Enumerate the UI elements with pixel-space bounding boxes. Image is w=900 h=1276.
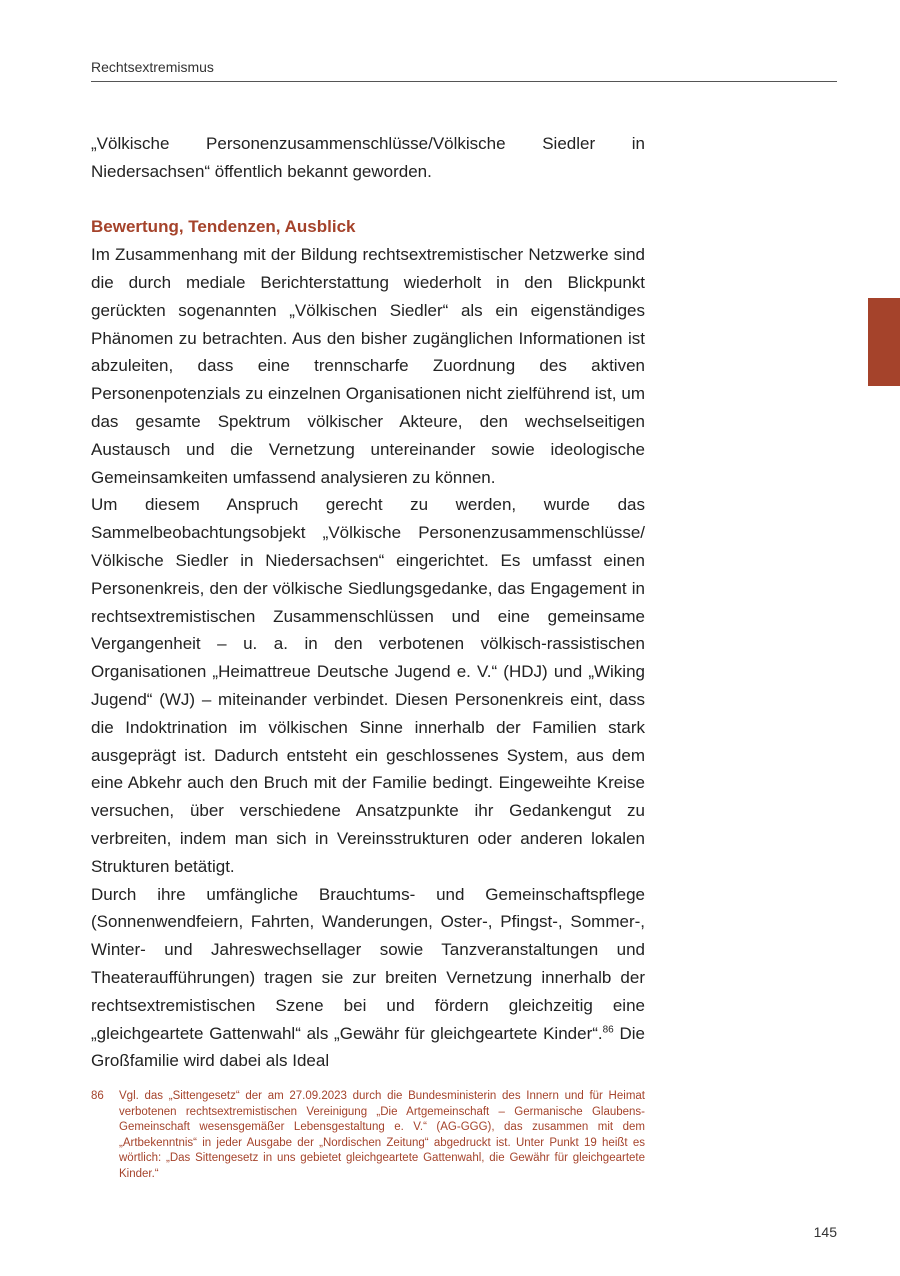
continuation-paragraph: „Völkische Personenzusammenschlüsse/Völkische Siedler in Niedersachsen“ öffentlich bekannt geworden. (91, 134, 645, 181)
footnote-reference[interactable]: 86 (602, 1023, 614, 1035)
chapter-tab-marker (868, 298, 900, 386)
paragraph-1: Im Zusammenhang mit der Bildung rechtsextremistischer Netzwerke sind die durch mediale Berichterstattung wiederholt in den Blickpunkt gerückten sogenannten „Völkischen Siedler“ als ein eigenständiges Phänomen zu betrachten. Aus den bisher zugänglichen Informationen ist abzuleiten, dass eine trennscharfe Zuordnung des aktiven Personenpotenzials zu einzelnen Organisationen nicht zielführend ist, um das gesamte Spektrum völkischer Akteure, den wechselseitigen Austausch und die Vernetzung untereinander sowie ideologische Gemeinsamkeiten umfassend analysieren zu können. (91, 245, 645, 487)
paragraph-3-text: Durch ihre umfängliche Brauchtums- und Gemeinschaftspflege (Sonnenwendfeiern, Fahrten, Wanderungen, Oster-, Pfingst-, Sommer-, Winter- und Jahreswechsellager sowie Tanzveranstaltungen und Theateraufführungen) tragen sie zur breiten Vernetzung innerhalb der rechtsextremistischen Szene bei und fördern gleichzeitig eine „gleichgeartete Gattenwahl“ als „Gewähr für gleichgeartete Kinder“. (91, 884, 645, 1043)
header-rule (91, 81, 837, 82)
paragraph-3-continuation: Die Großfamilie wird dabei als Ideal (91, 1023, 645, 1071)
footnote-number: 86 (91, 1090, 104, 1102)
page-number: 145 (813, 1224, 837, 1240)
paragraph-2: Um diesem Anspruch gerecht zu werden, wurde das Sammelbeobachtungsobjekt „Völkische Personenzusammenschlüsse/ Völkische Siedler in Niedersachsen“ eingerichtet. Es umfasst einen Personenkreis, den der völkische Siedlungsgedanke, das Engagement in rechtsextremistischen Zusammenschlüssen und eine gemeinsame Vergangenheit – u. a. in den verbotenen völkisch-rassistischen Organisationen „Heimattreue Deutsche Jugend e. V.“ (HDJ) und „Wiking Jugend“ (WJ) – miteinander verbindet. Diesen Personenkreis eint, dass die Indoktrination im völkischen Sinne innerhalb der Familien stark ausgeprägt ist. Dadurch entsteht ein geschlossenes System, aus dem eine Abkehr auch den Bruch mit der Familie bedingt. Eingeweihte Kreise versuchen, über verschiedene Ansatzpunkte ihr Gedankengut zu verbreiten, indem man sich in Vereinsstrukturen oder anderen lokalen Strukturen betätigt. (91, 495, 645, 876)
footnote (91, 1089, 645, 1183)
running-header: Rechtsextremismus (91, 59, 214, 75)
paragraph-3 (91, 881, 645, 1076)
section-heading: Bewertung, Tendenzen, Ausblick (91, 217, 356, 237)
main-text (91, 130, 645, 1075)
footnote-text: Vgl. das „Sittengesetz“ der am 27.09.2023 durch die Bundesministerin des Innern und für Heimat verbotenen rechtsextremistischen Vereinigung „Die Artgemeinschaft – Germanische Glaubens-Gemeinschaft wesensgemäßer Lebensgestaltung e. V.“ (AG-GGG), das zusammen mit dem „Artbekenntnis“ in jeder Ausgabe der „Nordischen Zeitung“ abgedruckt ist. Unter Punkt 19 heißt es wörtlich: „Das Sittengesetz in uns gebietet gleichgeartete Gattenwahl, die Gewähr für gleichgeartete Kinder.“ (119, 1090, 645, 1180)
